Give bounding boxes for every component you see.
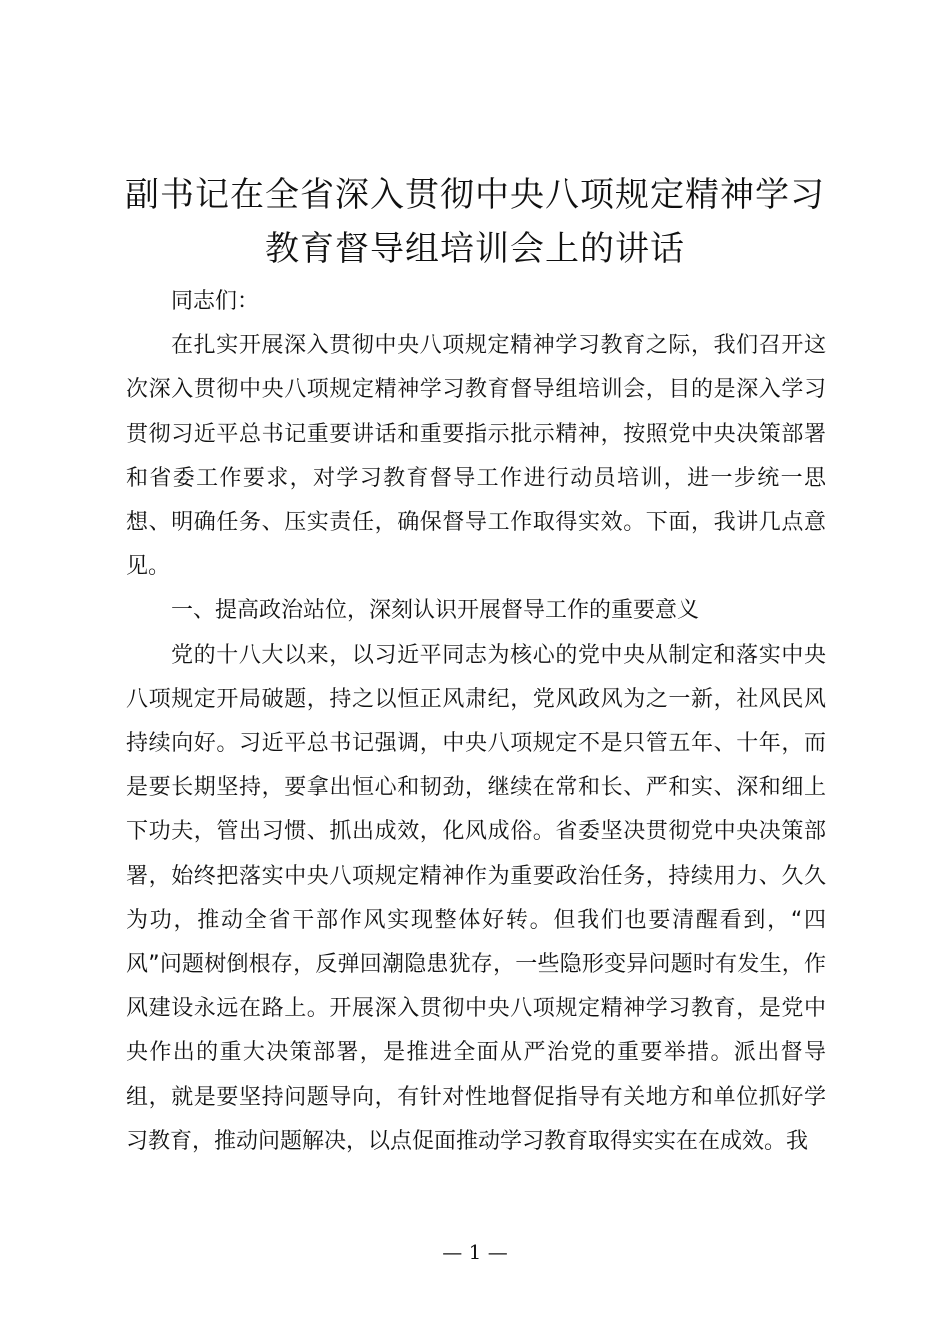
document-title [110,168,840,276]
document-body [126,280,826,1164]
page-number: — 1 — [442,1240,508,1264]
paragraph-intro: 在扎实开展深入贯彻中央八项规定精神学习教育之际，我们召开这次深入贯彻中央八项规定精神学习教育督导组培训会，目的是深入学习贯彻习近平总书记重要讲话和重要指示批示精神，按照党中央决策部署和省委工作要求，对学习教育督导工作进行动员培训，进一步统一思想、明确任务、压实责任，确保督导工作取得实效。下面，我讲几点意见。 [126,333,826,580]
paragraph-section-1: 党的十八大以来，以习近平同志为核心的党中央从制定和落实中央八项规定开局破题，持之以恒正风肃纪，党风政风为之一新，社风民风持续向好。习近平总书记强调，中央八项规定不是只管五年、十年，而是要长期坚持，要拿出恒心和韧劲，继续在常和长、严和实、深和细上下功夫，管出习惯、抓出成效，化风成俗。省委坚决贯彻党中央决策部署，始终把落实中央八项规定精神作为重要政治任务，持续用力、久久为功，推动全省干部作风实现整体好转。但我们也要清醒看到，“四风”问题树倒根存，反弹回潮隐患犹存，一些隐形变异问题时有发生，作风建设永远在路上。开展深入贯彻中央八项规定精神学习教育，是党中央作出的重大决策部署，是推进全面从严治党的重要举措。派出督导组，就是要坚持问题导向，有针对性地督促指导有关地方和单位抓好学习教育，推动问题解决，以点促面推动学习教育取得实实在在成效。我 [126,642,826,1154]
section-heading-1: 一、提高政治站位，深刻认识开展督导工作的重要意义 [171,598,700,624]
title-line-1: 副书记在全省深入贯彻中央八项规定精神学习 [125,175,825,215]
salutation: 同志们： [171,289,260,314]
title-line-2: 教育督导组培训会上的讲话 [265,229,685,269]
